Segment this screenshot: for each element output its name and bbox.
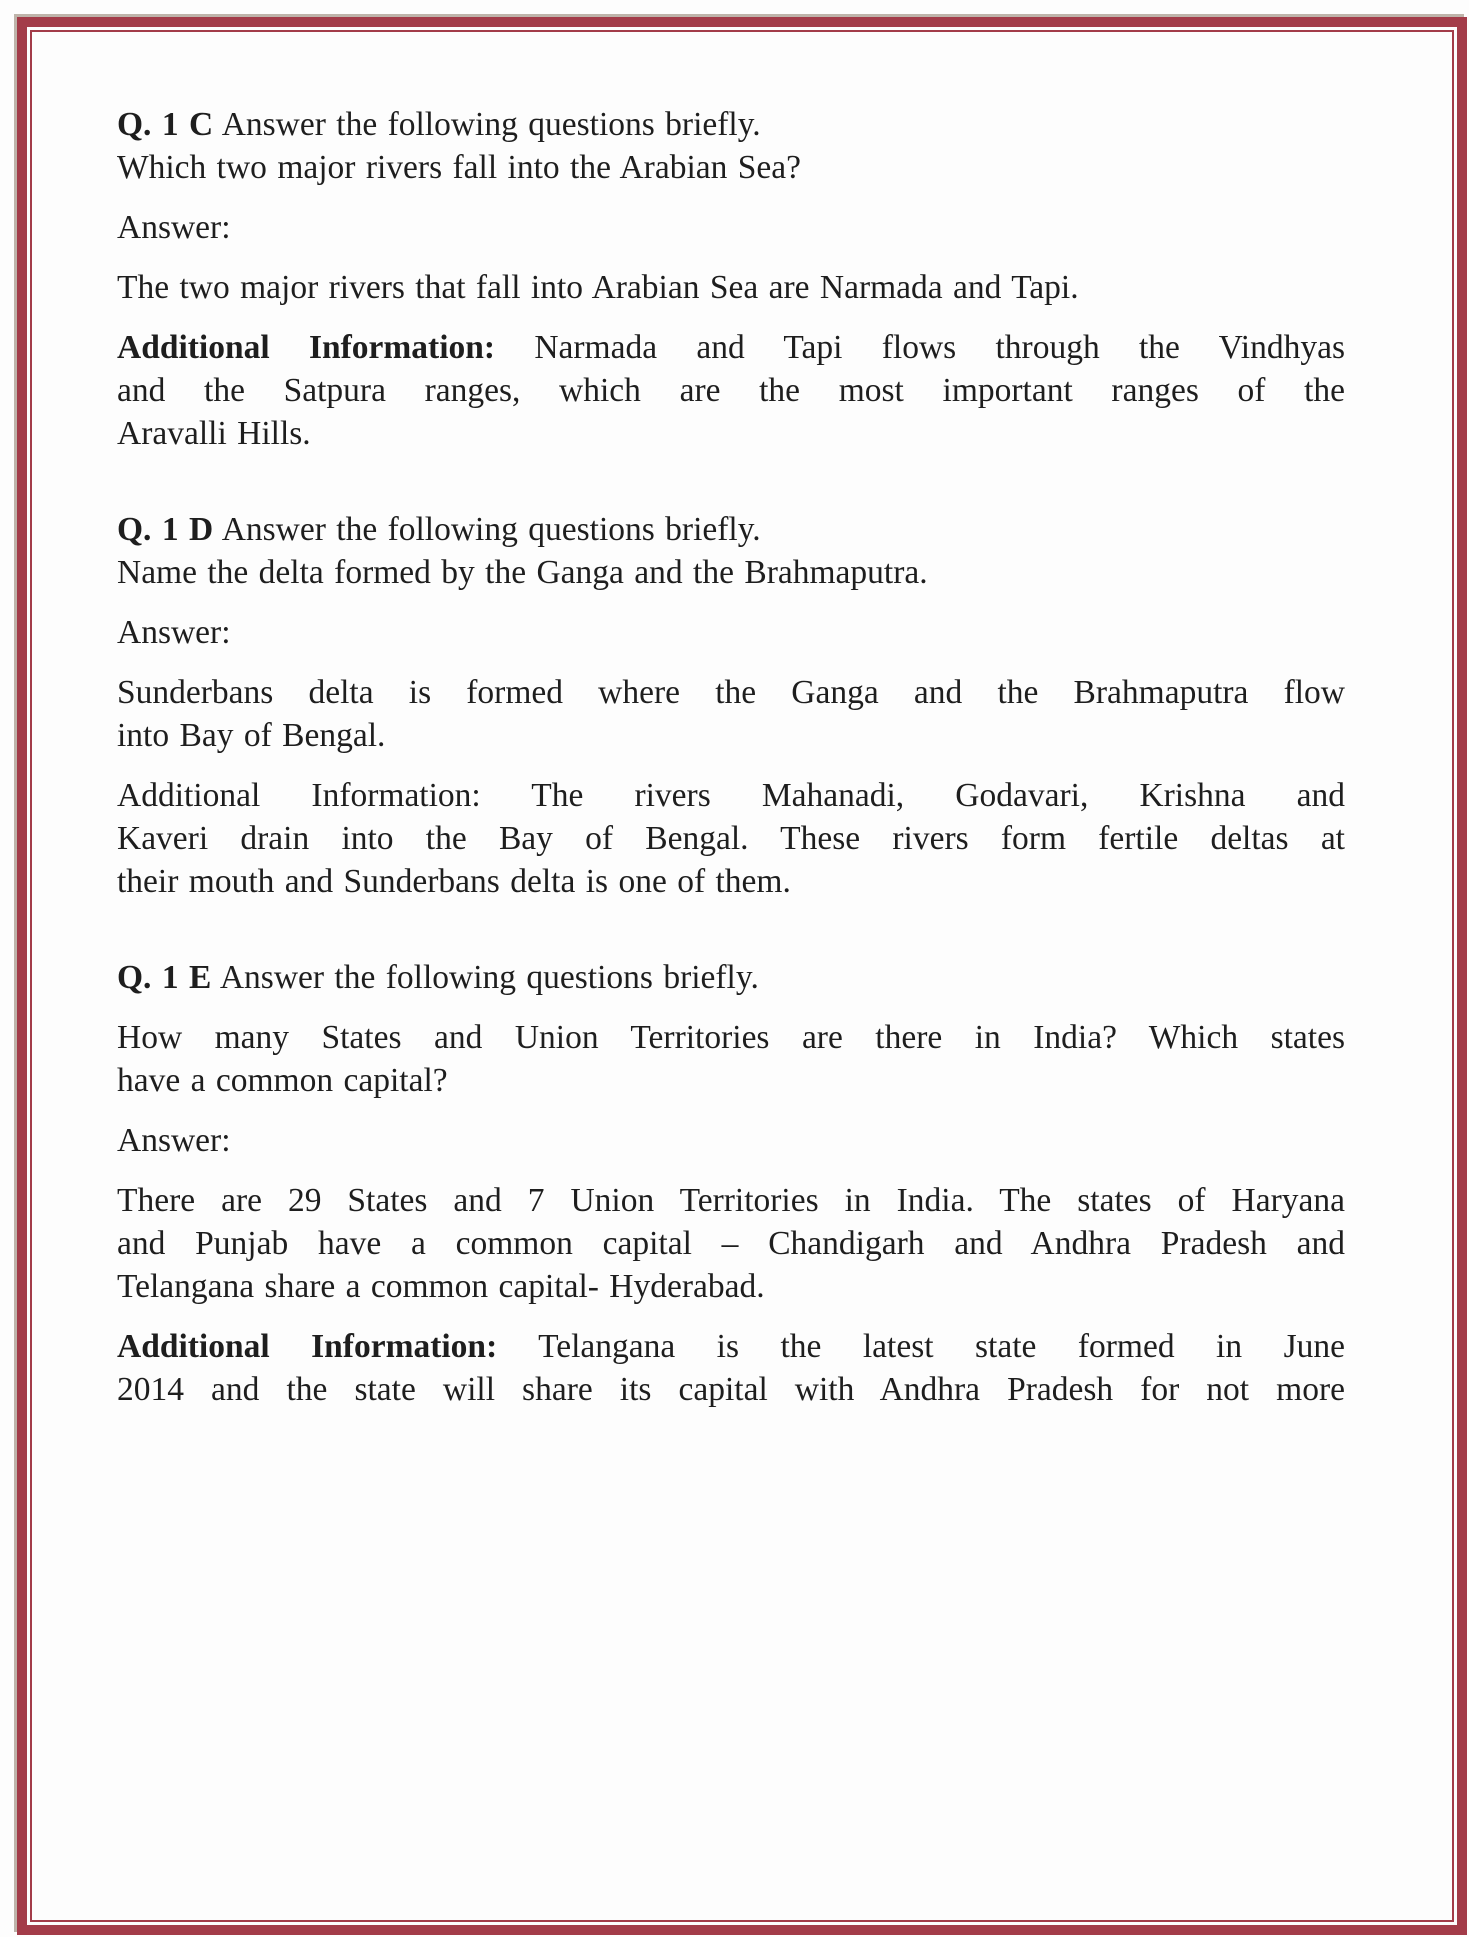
question-number: Q. 1 C [117,106,214,143]
question-text-block [117,1016,1345,1102]
additional-info-block [117,1325,1345,1411]
question-heading-text: Answer the following questions briefly. [213,511,761,548]
additional-info-block [117,774,1345,903]
question-heading-text: Answer the following questions briefly. [211,959,759,996]
answer-label: Answer: [117,209,231,246]
additional-info-line: and the Satpura ranges, which are the most important ranges of the [117,372,1345,409]
additional-info-lead-line [117,326,1345,369]
additional-info-label: Additional Information: [117,329,496,366]
additional-info-line: 2014 and the state will share its capital with Andhra Pradesh for not more [117,1371,1345,1408]
additional-info-line: Kaveri drain into the Bay of Bengal. These rivers form fertile deltas at [117,820,1345,857]
additional-info-line: Additional Information: The rivers Mahanadi, Godavari, Krishna and [117,777,1345,814]
answer-line: Sunderbans delta is formed where the Ganga and the Brahmaputra flow [117,674,1345,711]
answer-line: Telangana share a common capital- Hyderabad. [117,1268,765,1305]
question-heading-line [117,508,1345,551]
answer-label: Answer: [117,1122,231,1159]
question-section-q1d [117,508,1345,903]
question-heading-line [117,103,1345,146]
question-text-line: have a common capital? [117,1062,448,1099]
question-text-line: How many States and Union Territories are there in India? Which states [117,1019,1345,1056]
question-heading-text: Answer the following questions briefly. [213,106,761,143]
additional-info-lead-line [117,1325,1345,1368]
additional-info-line: Aravalli Hills. [117,415,311,452]
answer-line: The two major rivers that fall into Arabian Sea are Narmada and Tapi. [117,269,1079,306]
question-text-line: Name the delta formed by the Ganga and the Brahmaputra. [117,554,928,591]
question-section-q1c [117,103,1345,455]
question-heading-block [117,508,1345,594]
answer-line: into Bay of Bengal. [117,717,386,754]
answer-text [117,266,1345,309]
question-number: Q. 1 E [117,959,212,996]
additional-info-line: their mouth and Sunderbans delta is one of them. [117,863,791,900]
answer-text [117,671,1345,757]
additional-info-text: Narmada and Tapi flows through the Vindhyas [495,329,1345,366]
question-section-q1e [117,956,1345,1411]
question-heading-line [117,956,1345,999]
answer-line: and Punjab have a common capital – Chandigarh and Andhra Pradesh and [117,1225,1345,1262]
question-heading-block [117,103,1345,189]
answer-line: There are 29 States and 7 Union Territories in India. The states of Haryana [117,1182,1345,1219]
question-text-line: Which two major rivers fall into the Arabian Sea? [117,149,802,186]
additional-info-block [117,326,1345,455]
question-number: Q. 1 D [117,511,214,548]
additional-info-label: Additional Information: [117,1328,498,1365]
answer-label: Answer: [117,614,231,651]
document-content [117,103,1345,1411]
question-heading-block [117,956,1345,999]
additional-info-text: Telangana is the latest state formed in June [497,1328,1345,1365]
answer-text [117,1179,1345,1308]
